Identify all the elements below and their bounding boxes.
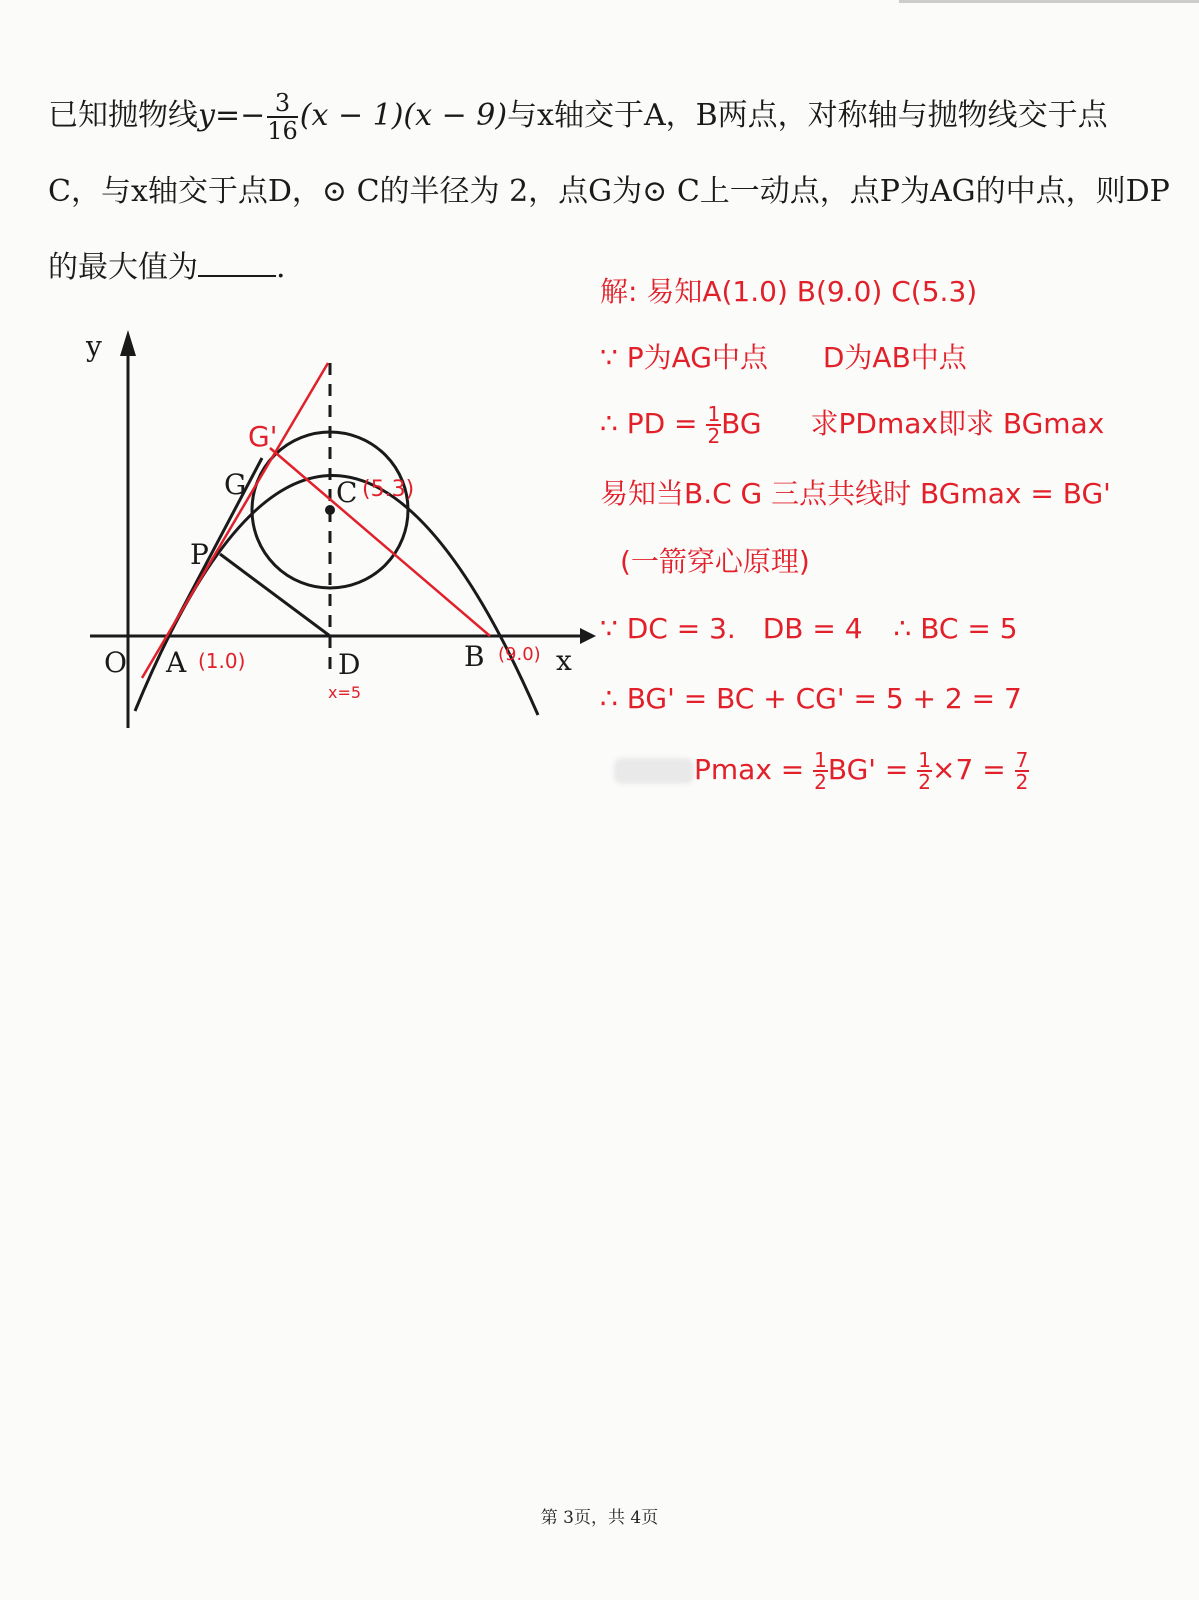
eq-lhs: y <box>198 98 215 133</box>
solution-line-3 <box>600 402 1104 446</box>
solution-l8a: Pmax = <box>694 753 805 786</box>
problem-text-intro: 已知抛物线 <box>48 98 198 133</box>
solution-half-frac-1 <box>706 404 721 446</box>
solution-l2b: D为AB中点 <box>822 341 967 374</box>
red-line-a-gprime <box>142 363 328 678</box>
x-axis-arrow <box>580 628 596 644</box>
solution-line-1: 解: 易知A(1.0) B(9.0) C(5.3) <box>600 275 978 308</box>
label-b: B <box>464 640 485 673</box>
problem-line-2: C，与x轴交于点D，⊙ C的半径为 2，点G为⊙ C上一动点，点P为AG的中点，则DP <box>48 174 1170 209</box>
answer-blank <box>198 253 276 277</box>
eq-frac-den: 16 <box>267 117 298 145</box>
label-x-axis: x <box>556 644 572 677</box>
blurred-mark <box>614 758 694 784</box>
solution-half-frac-2 <box>813 750 828 792</box>
frac-den: 2 <box>918 770 932 794</box>
frac-num: 7 <box>1015 748 1029 772</box>
solution-l3b: BG <box>721 407 762 440</box>
label-y-axis: y <box>86 330 102 363</box>
label-g-prime: G' <box>248 420 278 453</box>
solution-l8c: ×7 = <box>932 753 1006 786</box>
y-axis-arrow <box>120 330 136 356</box>
problem-line-1 <box>48 78 1158 154</box>
problem-text-question: 的最大值为 <box>48 250 198 285</box>
solution-line-6 <box>600 612 1018 645</box>
solution-l8b: BG' = <box>827 753 909 786</box>
solution-half-frac-3 <box>917 750 932 792</box>
eq-frac-num: 3 <box>267 90 298 118</box>
solution-line-7: ∴ BG' = BC + CG' = 5 + 2 = 7 <box>600 682 1022 715</box>
label-a: A <box>166 646 187 679</box>
eq-fraction <box>267 90 298 144</box>
frac-den: 2 <box>1015 770 1029 794</box>
label-g: G <box>224 468 247 501</box>
eq-sign: =− <box>214 98 266 133</box>
solution-answer-frac <box>1015 750 1030 792</box>
point-c-dot <box>325 505 335 515</box>
label-a-coord: (1.0) <box>198 649 246 673</box>
solution-line-4: 易知当B.C G 三点共线时 BGmax = BG' <box>600 477 1111 510</box>
frac-den: 2 <box>707 424 721 448</box>
frac-num: 1 <box>814 748 827 772</box>
label-axis-eq: x=5 <box>328 683 362 702</box>
solution-line-8 <box>614 750 1029 792</box>
label-p: P <box>190 538 209 571</box>
eq-factors: (x − 1)(x − 9) <box>299 98 508 133</box>
solution-l6a: ∵ DC = 3. <box>600 612 736 645</box>
solution-line-2 <box>600 336 967 376</box>
label-b-coord: (9.0) <box>498 644 541 665</box>
frac-num: 1 <box>707 402 721 426</box>
problem-line-3: 的最大值为 . <box>48 250 286 285</box>
solution-l2a: ∵ P为AG中点 <box>600 341 768 374</box>
geometry-figure <box>80 318 600 748</box>
problem-text-line1-end: 与x轴交于A，B两点，对称轴与抛物线交于点 <box>507 98 1108 133</box>
frac-den: 2 <box>814 770 827 794</box>
solution-l3a: ∴ PD = <box>600 407 698 440</box>
frac-num: 1 <box>918 748 932 772</box>
solution-l6c: ∴ BC = 5 <box>893 612 1018 645</box>
label-origin: O <box>104 646 127 679</box>
solution-line-5: (一箭穿心原理) <box>620 545 810 578</box>
label-c: C <box>336 476 358 509</box>
label-d: D <box>338 648 361 681</box>
label-c-coord: (5.3) <box>362 477 415 502</box>
solution-l6b: DB = 4 <box>762 612 863 645</box>
parabola-curve <box>135 475 538 715</box>
page-footer: 第 3页，共 4页 <box>540 1508 659 1528</box>
scan-edge-line <box>899 0 1199 3</box>
solution-l3c: 求PDmax即求 BGmax <box>810 407 1105 440</box>
